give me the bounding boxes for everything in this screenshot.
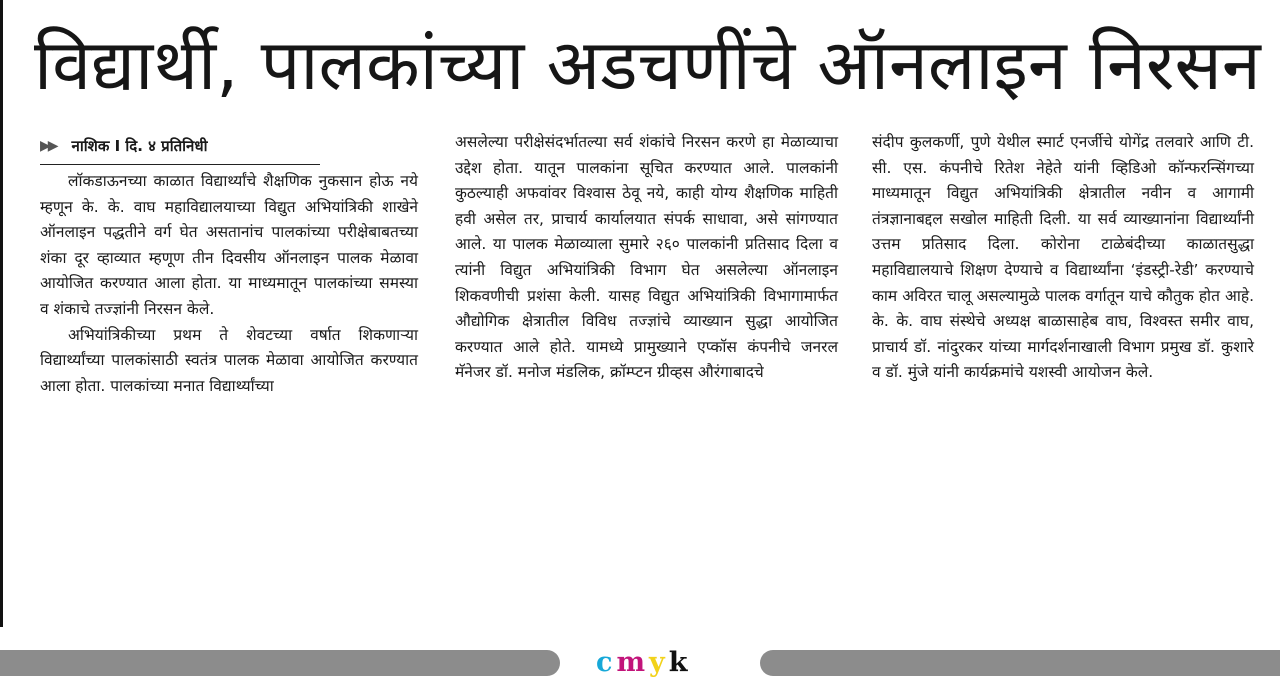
double-arrow-icon: ▶▶ <box>40 138 56 155</box>
article-paragraph: संदीप कुलकर्णी, पुणे येथील स्मार्ट एनर्जीचे योगेंद्र तलवारे आणि टी. सी. एस. कंपनीचे रितेश नेहेते यांनी व्हिडिओ कॉन्फरन्सिंगच्या माध्यमातून विद्युत अभियांत्रिकी क्षेत्रातील नवीन व आगामी तंत्रज्ञानाबद्दल सखोल माहिती दिली. या सर्व व्याख्यानांना विद्यार्थ्यांनी उत्तम प्रतिसाद दिला. कोरोना टाळेबंदीच्या काळातसुद्धा महाविद्यालयाचे शिक्षण देण्याचे व विद्यार्थ्यांना ‘इंडस्ट्री-रेडी’ करण्याचे काम अविरत चालू असल्यामुळे पालक वर्गातून याचे कौतुक होत आहे. के. के. वाघ संस्थेचे अध्यक्ष बाळासाहेब वाघ, विश्वस्त समीर वाघ, प्राचार्य डॉ. नांदुरकर यांच्या मार्गदर्शनाखाली विभाग प्रमुख डॉ. कुशारे व डॉ. मुंजे यांनी कार्यक्रमांचे यशस्वी आयोजन केले. <box>872 133 1254 382</box>
article-paragraph: लॉकडाऊनच्या काळात विद्यार्थ्यांचे शैक्षणिक नुकसान होऊ नये म्हणून के. के. वाघ महाविद्यालयाच्या विद्युत अभियांत्रिकी शाखेने ऑनलाइन पद्धतीने वर्ग घेत असतानांच पालकांच्या परीक्षेबाबतच्या शंका दूर व्हाव्यात म्हणूण तीन दिवसीय ऑनलाइन पालक मेळावा आयोजित करण्यात आला होता. या माध्यमातून पालकांच्या समस्या व शंकाचे तज्ज्ञांनी निरसन केले. <box>40 172 418 318</box>
dateline-text: नाशिक I दि. ४ प्रतिनिधी <box>71 137 208 156</box>
left-column-rule <box>0 0 3 627</box>
footer-bar-right <box>760 650 1280 676</box>
cmyk-m: m <box>616 647 650 678</box>
article-column-2 <box>455 130 838 386</box>
article-headline: विद्यार्थी, पालकांच्या अडचणींचे ऑनलाइन निरसन <box>34 24 1261 106</box>
article-column-3 <box>872 130 1254 386</box>
dateline <box>40 130 320 165</box>
article-column-1 <box>40 130 418 399</box>
cmyk-k: k <box>668 647 692 678</box>
article-paragraph: असलेल्या परीक्षेसंदर्भातल्या सर्व शंकांचे निरसन करणे हा मेळाव्याचा उद्देश होता. यातून पालकांना सूचित करण्यात आले. पालकांनी कुठल्याही अफवांवर विश्वास ठेवू नये, काही योग्य शैक्षणिक माहिती हवी असेल तर, प्राचार्य कार्यालयात संपर्क साधावा, असे सांगण्यात आले. या पालक मेळाव्याला सुमारे २६० पालकांनी प्रतिसाद दिला व त्यांनी विद्युत अभियांत्रिकी विभाग घेत असलेल्या ऑनलाइन शिकवणीची प्रशंसा केली. यासह विद्युत अभियांत्रिकी विभागामार्फत औद्योगिक क्षेत्रातील विविध तज्ज्ञांचे व्याख्यान सुद्धा आयोजित करण्यात आले होते. यामध्ये प्रामुख्याने एप्कॉस कंपनीचे जनरल मॅनेजर डॉ. मनोज मंडलिक, क्रॉम्प्टन ग्रीव्हस औरंगाबादचे <box>455 133 838 382</box>
cmyk-registration-mark <box>596 648 691 678</box>
article-paragraph: अभियांत्रिकीच्या प्रथम ते शेवटच्या वर्षात शिकणाऱ्या विद्यार्थ्यांच्या पालकांसाठी स्वतंत्र पालक मेळावा आयोजित करण्यात आला होता. पालकांच्या मनात विद्यार्थ्यांच्या <box>40 325 418 395</box>
cmyk-y: y <box>649 647 669 678</box>
footer-bar-left <box>0 650 560 676</box>
cmyk-c: c <box>596 647 617 678</box>
